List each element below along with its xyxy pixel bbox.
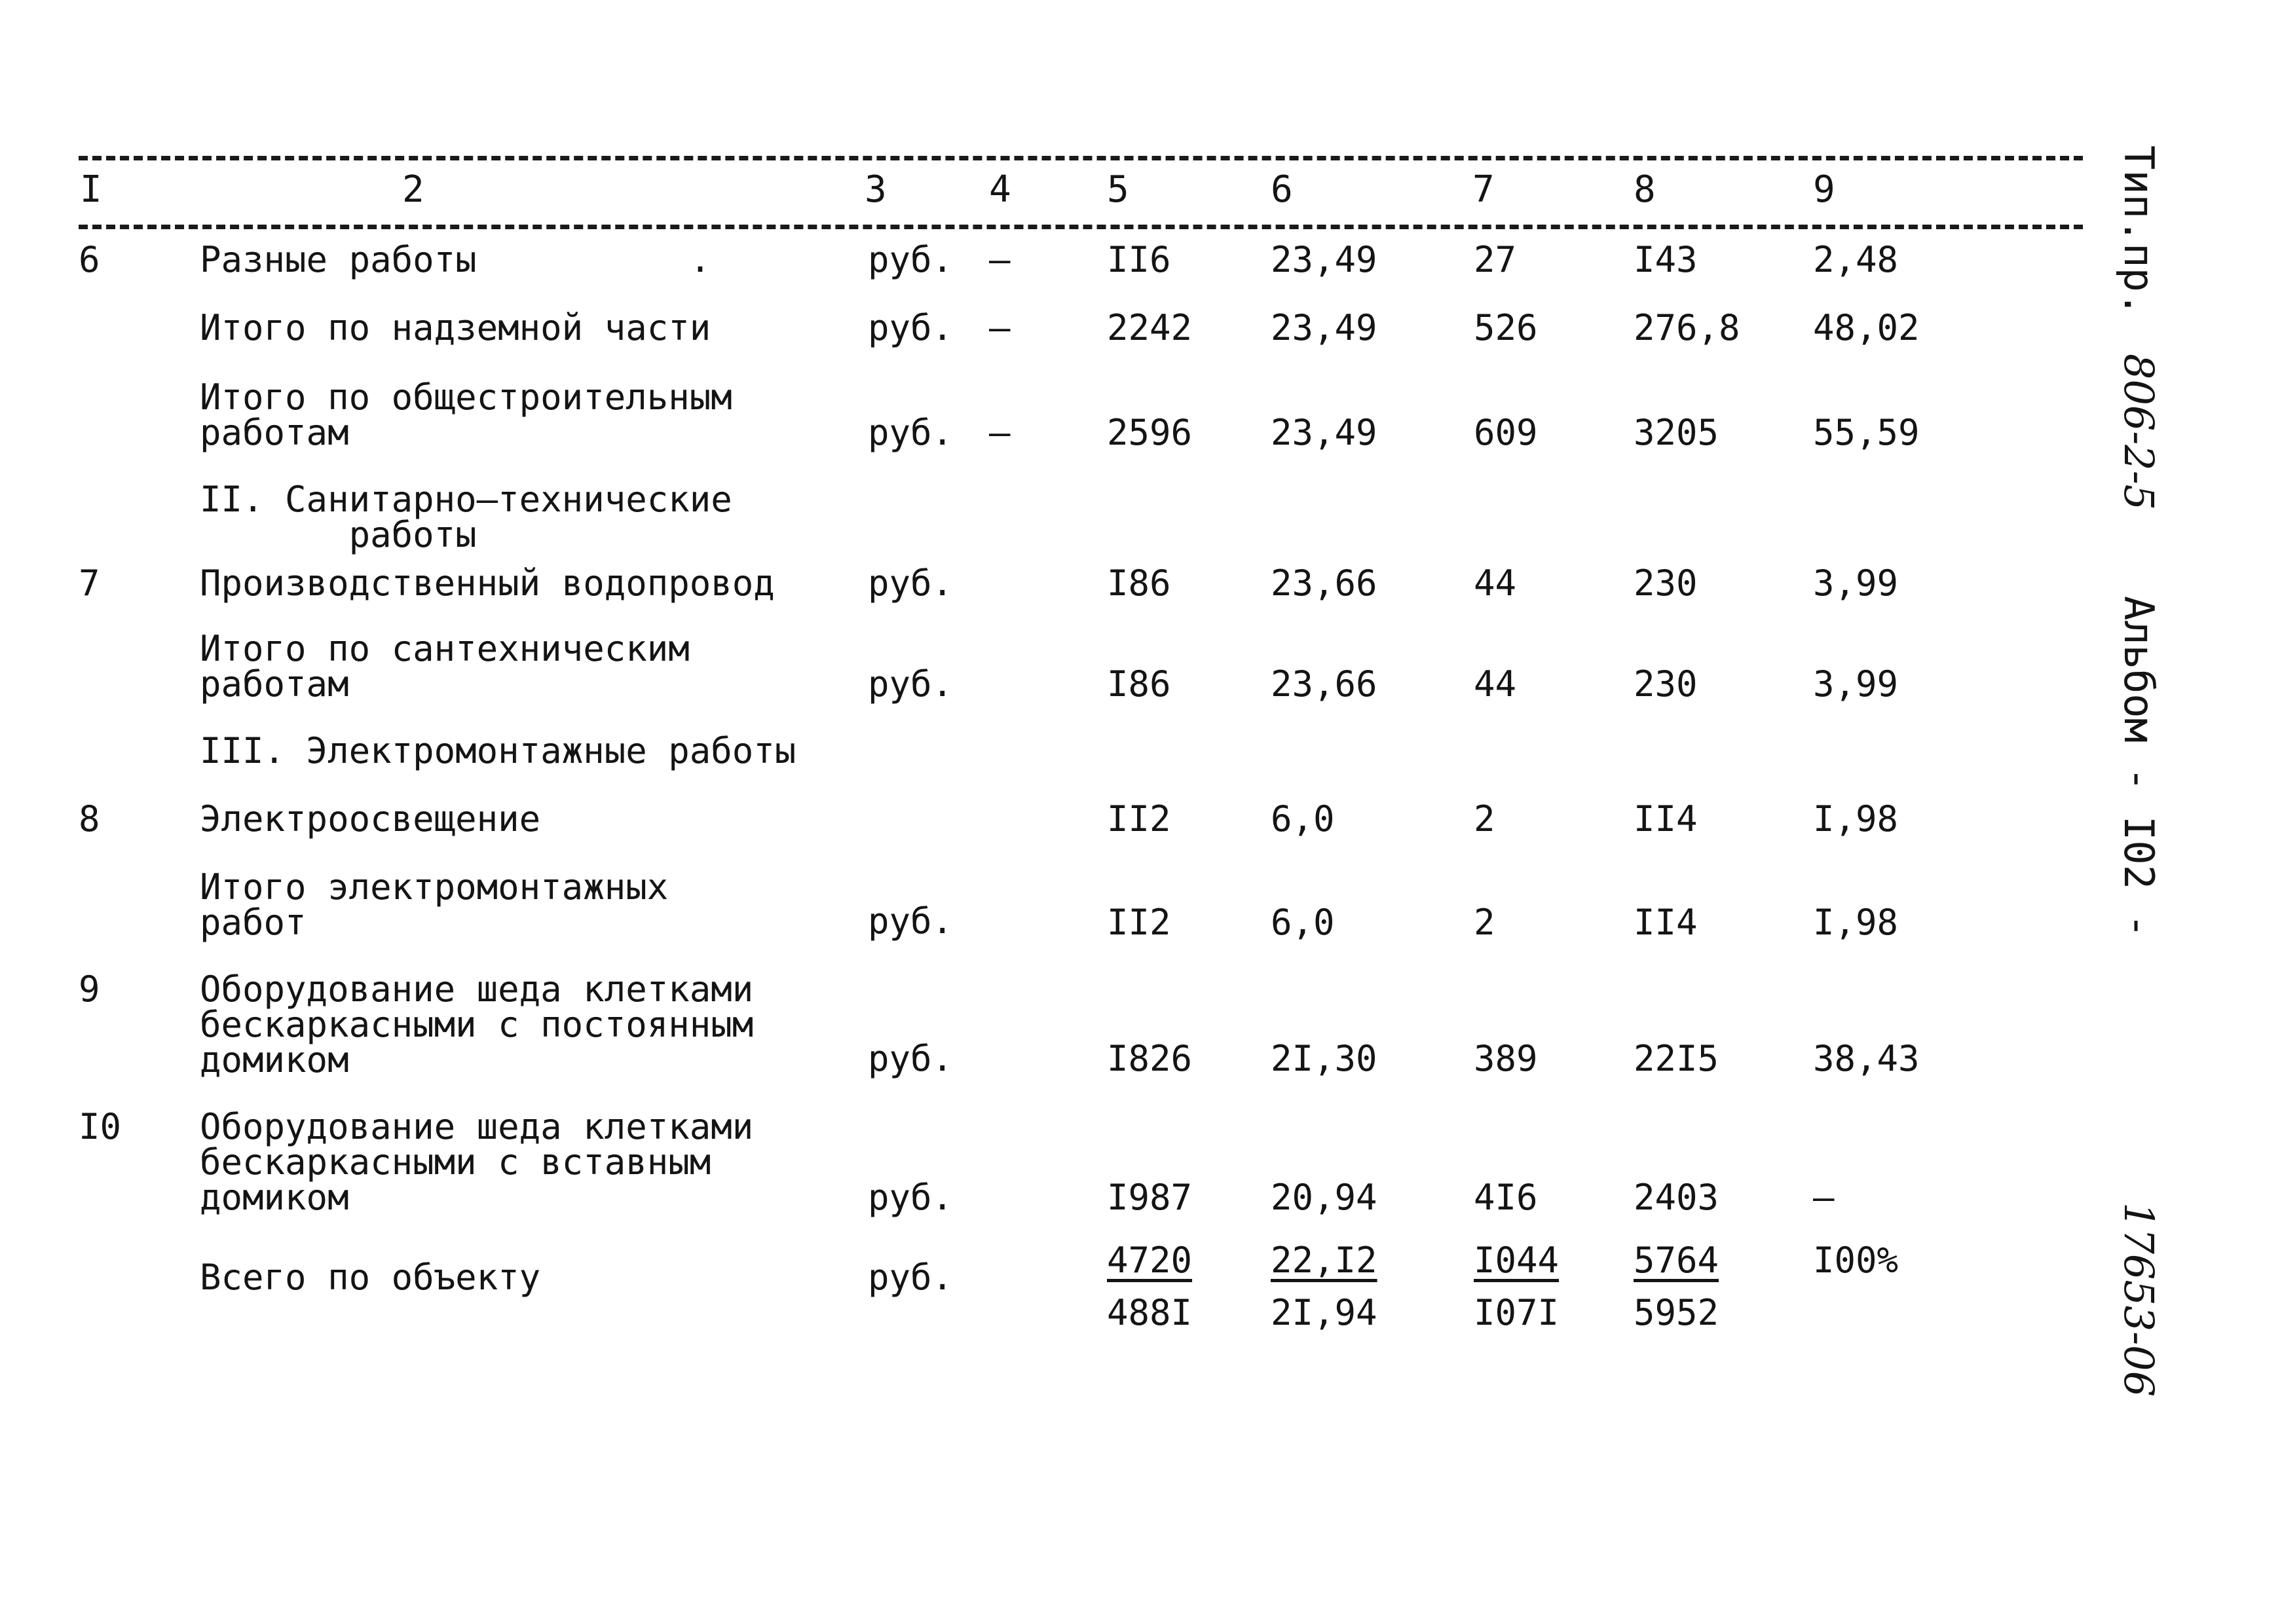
row-col8: 3205	[1634, 412, 1719, 453]
total-col5-bottom: 488I	[1107, 1292, 1193, 1333]
row-col9: –	[1813, 1177, 1835, 1218]
row-col8: 230	[1634, 563, 1698, 604]
row-col5: I86	[1107, 663, 1171, 705]
row-description: Производственный водопровод	[200, 563, 775, 604]
row-col8: II4	[1634, 902, 1698, 943]
row-description: Разные работы .	[200, 239, 711, 280]
row-description: Итого по надземной части	[200, 307, 711, 348]
col-header-4: 4	[989, 168, 1011, 211]
row-number: 9	[79, 969, 100, 1010]
row-description: Итого по сантехническим работам	[200, 628, 690, 705]
row-col5: II2	[1107, 798, 1171, 840]
total-col6-bottom: 2I,94	[1271, 1292, 1377, 1333]
row-col9: I,98	[1813, 798, 1899, 840]
row-number: I0	[79, 1106, 122, 1147]
row-col6: 23,49	[1271, 239, 1377, 280]
row-col5: I826	[1107, 1038, 1193, 1079]
col-header-2: 2	[402, 168, 424, 211]
row-col7: 44	[1474, 563, 1517, 604]
row-description: Итого электромонтажных работ	[200, 866, 669, 943]
header-bottom-rule	[79, 225, 2083, 229]
row-col6: 20,94	[1271, 1177, 1377, 1218]
row-number: 8	[79, 798, 100, 840]
row-col5: II6	[1107, 239, 1171, 280]
row-description: Электроосвещение	[200, 798, 541, 840]
col-header-5: 5	[1107, 168, 1129, 211]
row-col8: II4	[1634, 798, 1698, 840]
row-col5: I86	[1107, 563, 1171, 604]
section-heading: III. Электромонтажные работы	[200, 730, 796, 771]
row-col6: 23,49	[1271, 307, 1377, 348]
row-number: 7	[79, 563, 100, 604]
col-header-7: 7	[1472, 168, 1495, 211]
row-unit: руб.	[868, 239, 954, 280]
row-unit: руб.	[868, 1177, 954, 1218]
row-col8: 276,8	[1634, 307, 1740, 348]
row-unit: руб.	[868, 563, 954, 604]
row-col7: 389	[1474, 1038, 1538, 1079]
row-col5: II2	[1107, 902, 1171, 943]
side-label-project-type: Тип.пр.	[2115, 145, 2163, 317]
row-col9: 55,59	[1813, 412, 1920, 453]
row-col7: 526	[1474, 307, 1538, 348]
row-col8: 2403	[1634, 1177, 1719, 1218]
col-header-8: 8	[1634, 168, 1656, 211]
row-col4: –	[989, 307, 1011, 348]
total-col7-bottom: I07I	[1474, 1292, 1560, 1333]
total-col6-top: 22,I2	[1271, 1240, 1377, 1281]
total-col8-bottom: 5952	[1634, 1292, 1719, 1333]
side-album-label: Альбом - I02 -	[2115, 596, 2163, 938]
row-number: 6	[79, 239, 100, 280]
row-col7: 44	[1474, 663, 1517, 705]
section-heading: II. Санитарно–технические работы	[200, 479, 732, 555]
total-unit: руб.	[868, 1257, 954, 1298]
row-unit: руб.	[868, 307, 954, 348]
row-col9: 2,48	[1813, 239, 1899, 280]
row-description: Итого по общестроительным работам	[200, 377, 732, 453]
row-col9: I,98	[1813, 902, 1899, 943]
row-col4: –	[989, 239, 1011, 280]
row-col8: 22I5	[1634, 1038, 1719, 1079]
row-col9: 3,99	[1813, 663, 1899, 705]
row-description: Оборудование шеда клетками бескаркасными с постоянным домиком	[200, 969, 754, 1080]
row-col8: 230	[1634, 663, 1698, 705]
header-top-rule	[79, 156, 2083, 160]
row-col7: 4I6	[1474, 1177, 1538, 1218]
total-col9: I00%	[1813, 1240, 1899, 1281]
side-project-number: 806-2-5	[2115, 354, 2163, 511]
row-col7: 2	[1474, 798, 1495, 840]
total-col7-top: I044	[1474, 1240, 1560, 1281]
row-col7: 2	[1474, 902, 1495, 943]
row-unit: руб.	[868, 1038, 954, 1079]
col-header-6: 6	[1271, 168, 1293, 211]
row-unit: руб.	[868, 412, 954, 453]
col-header-3: 3	[865, 168, 887, 211]
row-col5: 2596	[1107, 412, 1193, 453]
total-description: Всего по объекту	[200, 1257, 541, 1298]
row-col6: 23,49	[1271, 412, 1377, 453]
row-col6: 2I,30	[1271, 1038, 1377, 1079]
row-col7: 27	[1474, 239, 1517, 280]
row-col7: 609	[1474, 412, 1538, 453]
row-col4: –	[989, 412, 1011, 453]
row-col8: I43	[1634, 239, 1698, 280]
row-unit: руб.	[868, 900, 954, 942]
row-col5: 2242	[1107, 307, 1193, 348]
row-col6: 23,66	[1271, 663, 1377, 705]
side-stamp-number: 17653-06	[2115, 1202, 2163, 1397]
row-description: Оборудование шеда клетками бескаркасными с вставным домиком	[200, 1106, 754, 1218]
row-col5: I987	[1107, 1177, 1193, 1218]
col-header-1: I	[80, 168, 102, 211]
total-col8-top: 5764	[1634, 1240, 1719, 1281]
row-col6: 6,0	[1271, 902, 1335, 943]
row-col6: 23,66	[1271, 563, 1377, 604]
row-col6: 6,0	[1271, 798, 1335, 840]
row-col9: 48,02	[1813, 307, 1920, 348]
row-col9: 38,43	[1813, 1038, 1920, 1079]
row-col9: 3,99	[1813, 563, 1899, 604]
total-col5-top: 4720	[1107, 1240, 1193, 1281]
col-header-9: 9	[1813, 168, 1835, 211]
row-unit: руб.	[868, 663, 954, 705]
